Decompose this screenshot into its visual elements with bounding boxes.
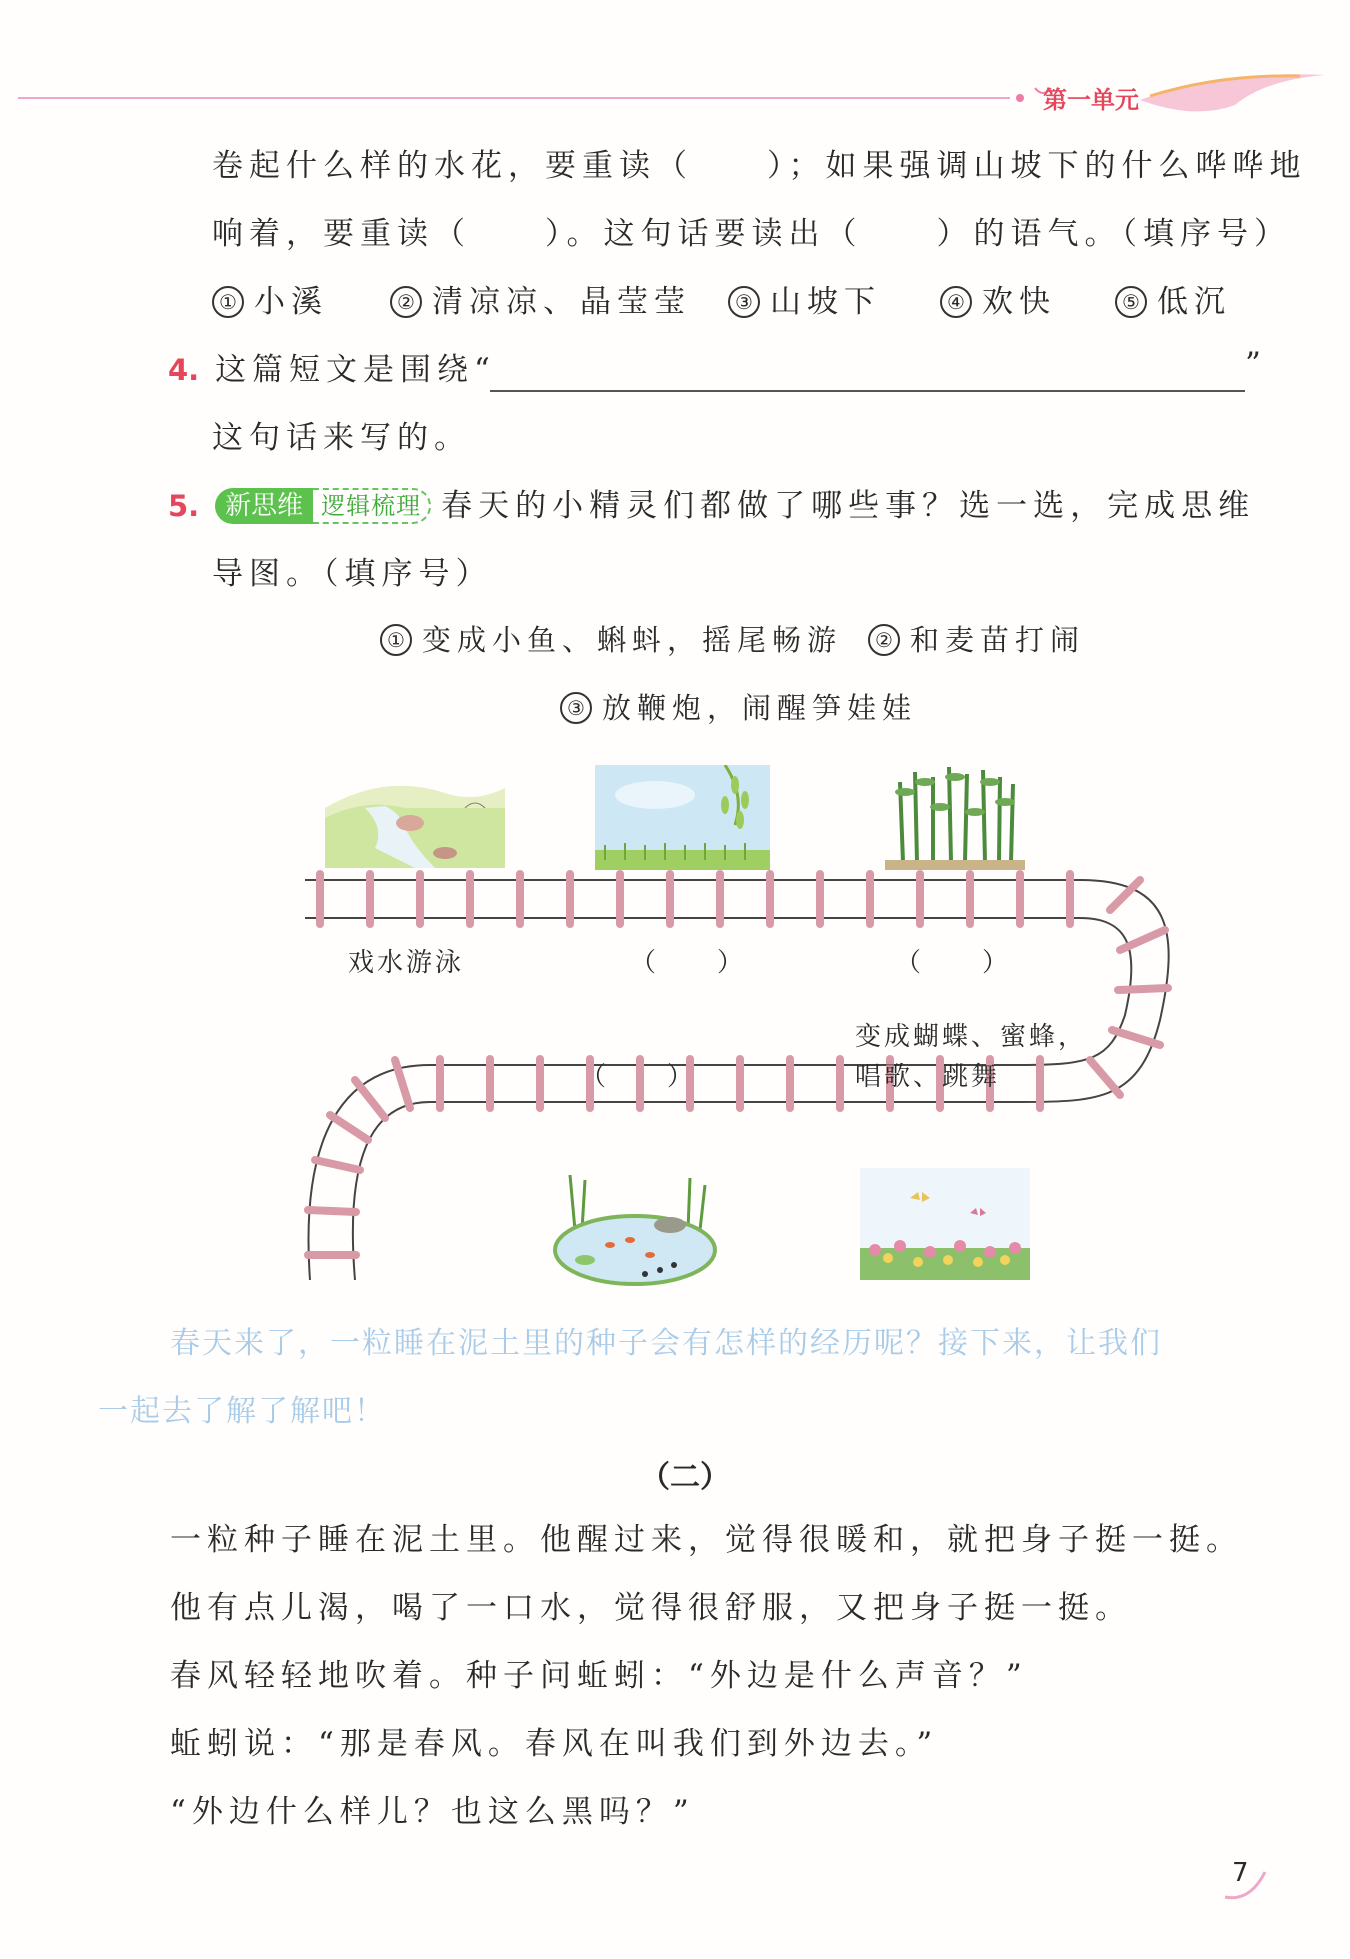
transition-line2: 一起去了解了解吧！	[98, 1394, 386, 1429]
q3-option-1: ① 小溪	[212, 282, 328, 322]
logic-tag: 逻辑梳理	[313, 488, 431, 524]
new-thinking-tag: 新思维	[215, 488, 313, 524]
paragraph: “外边什么样儿？也这么黑吗？”	[170, 1794, 695, 1830]
q3-option-3: ③ 山坡下	[728, 282, 881, 322]
q4-line1: 4. 这篇短文是围绕“	[168, 352, 496, 388]
header-decoration	[0, 60, 1350, 130]
q3-line1: 卷起什么样的水花，要重读（ ）；如果强调山坡下的什么哗哗地	[212, 148, 1307, 184]
transition-line1: 春天来了，一粒睡在泥土里的种子会有怎样的经历呢？接下来，让我们	[170, 1326, 1162, 1361]
q3-line2: 响着，要重读（ ）。这句话要读出（ ）的语气。（填序号）	[212, 216, 1291, 252]
q5-number: 5.	[168, 489, 200, 523]
q5-option-3: ③ 放鞭炮，闹醒笋娃娃	[560, 688, 917, 728]
blank-pond[interactable]: （ ）	[580, 1062, 697, 1092]
blank-bamboo[interactable]: （ ）	[895, 948, 1012, 978]
q3-option-2: ② 清凉凉、晶莹莹	[390, 282, 691, 322]
label-flowers-2: 唱歌、跳舞	[855, 1062, 1001, 1092]
page-number: 7	[1232, 1858, 1249, 1888]
label-flowers-1: 变成蝴蝶、蜜蜂，	[855, 1022, 1088, 1052]
q5-line1: 5. 新思维 逻辑梳理 春天的小精灵们都做了哪些事？选一选，完成思维	[168, 488, 1256, 524]
paragraph: 蚯蚓说：“那是春风。春风在叫我们到外边去。”	[170, 1726, 939, 1762]
blank-wheat[interactable]: （ ）	[630, 948, 747, 978]
q4-number: 4.	[168, 353, 200, 387]
q3-option-4: ④ 欢快	[940, 282, 1056, 322]
q4-close-quote: ”	[1245, 346, 1267, 382]
section-title: （二）	[640, 1460, 730, 1495]
paragraph: 一粒种子睡在泥土里。他醒过来，觉得很暖和，就把身子挺一挺。	[170, 1522, 1243, 1558]
paragraph: 春风轻轻地吹着。种子问蚯蚓：“外边是什么声音？”	[170, 1658, 1028, 1694]
label-stream: 戏水游泳	[348, 948, 465, 978]
unit-title: 第一单元	[1043, 86, 1139, 114]
railway-track	[300, 870, 1180, 1290]
q4-answer-line[interactable]	[490, 390, 1245, 392]
flowers-picture	[860, 1168, 1030, 1280]
q3-option-5: ⑤ 低沉	[1115, 282, 1231, 322]
q4-line2: 这句话来写的。	[212, 420, 471, 456]
stream-picture	[325, 768, 505, 868]
q5-option-2: ② 和麦苗打闹	[868, 620, 1085, 660]
bamboo-picture	[885, 762, 1025, 870]
paragraph: 他有点儿渴，喝了一口水，觉得很舒服，又把身子挺一挺。	[170, 1590, 1132, 1626]
wheat-picture	[595, 765, 770, 870]
q5-option-1: ① 变成小鱼、蝌蚪，摇尾畅游	[380, 620, 842, 660]
q5-line2: 导图。（填序号）	[212, 556, 493, 592]
pond-picture	[550, 1170, 720, 1288]
